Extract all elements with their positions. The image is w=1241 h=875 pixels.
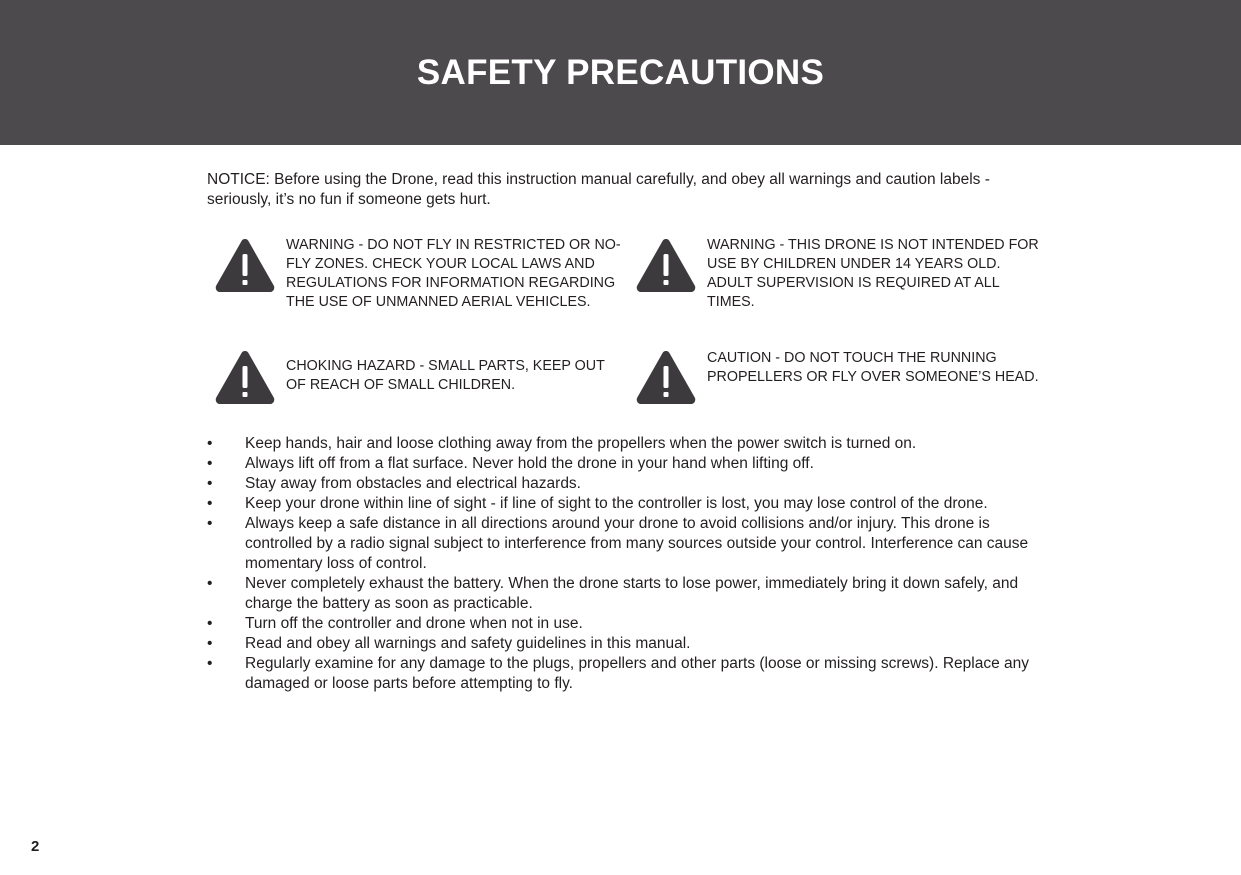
page-title: SAFETY PRECAUTIONS <box>416 53 825 92</box>
bullet-marker: • <box>207 435 213 452</box>
bullet-marker: • <box>207 655 213 672</box>
list-item <box>207 654 1037 694</box>
list-item-text: Turn off the controller and drone when not in use. <box>245 615 583 632</box>
warning-triangle-icon <box>214 348 276 404</box>
notice-text: NOTICE: Before using the Drone, read this instruction manual carefully, and obey all warnings and caution labels - seriously, it’s no fun if someone gets hurt. <box>207 171 990 208</box>
bullet-marker: • <box>207 615 213 632</box>
list-item-text: Stay away from obstacles and electrical hazards. <box>245 475 581 492</box>
list-item <box>207 614 1037 634</box>
list-item-text: Keep your drone within line of sight - if line of sight to the controller is lost, you may lose control of the drone. <box>245 495 988 512</box>
warning-text: CHOKING HAZARD - SMALL PARTS, KEEP OUT OF REACH OF SMALL CHILDREN. <box>286 358 605 393</box>
list-item <box>207 434 1037 454</box>
page-number: 2 <box>31 838 40 855</box>
list-item-text: Read and obey all warnings and safety guidelines in this manual. <box>245 635 691 652</box>
list-item <box>207 574 1037 614</box>
bullet-marker: • <box>207 515 213 532</box>
bullet-marker: • <box>207 455 213 472</box>
warning-text: WARNING - THIS DRONE IS NOT INTENDED FOR USE BY CHILDREN UNDER 14 YEARS OLD. ADULT SUPERVISION IS REQUIRED AT ALL TIMES. <box>707 237 1039 310</box>
warning-triangle-icon <box>635 348 697 404</box>
bullet-marker: • <box>207 575 213 592</box>
list-item-text: Keep hands, hair and loose clothing away from the propellers when the power switch is turned on. <box>245 435 917 452</box>
warning-text: WARNING - DO NOT FLY IN RESTRICTED OR NO-FLY ZONES. CHECK YOUR LOCAL LAWS AND REGULATIONS FOR INFORMATION REGARDING THE USE OF UNMANNED AERIAL VEHICLES. <box>286 237 621 310</box>
list-item-text: Regularly examine for any damage to the plugs, propellers and other parts (loose or missing screws). Replace any damaged or loose parts before attempting to fly. <box>245 655 1029 692</box>
safety-bullet-list <box>207 434 1037 694</box>
list-item-text: Always keep a safe distance in all directions around your drone to avoid collisions and/or injury. This drone is controlled by a radio signal subject to interference from many sources outside your control. Interference can cause momentary loss of control. <box>245 515 1029 572</box>
warning-triangle-icon <box>214 236 276 292</box>
list-item <box>207 634 1037 654</box>
list-item <box>207 474 1037 494</box>
bullet-marker: • <box>207 635 213 652</box>
bullet-marker: • <box>207 495 213 512</box>
list-item <box>207 454 1037 474</box>
warning-triangle-icon <box>635 236 697 292</box>
warning-text: CAUTION - DO NOT TOUCH THE RUNNING PROPELLERS OR FLY OVER SOMEONE’S HEAD. <box>707 350 1039 385</box>
list-item-text: Always lift off from a flat surface. Never hold the drone in your hand when lifting off. <box>245 455 814 472</box>
list-item-text: Never completely exhaust the battery. When the drone starts to lose power, immediately bring it down safely, and charge the battery as soon as practicable. <box>245 575 1019 612</box>
bullet-marker: • <box>207 475 213 492</box>
list-item <box>207 494 1037 514</box>
header-banner <box>0 0 1241 145</box>
list-item <box>207 514 1037 574</box>
